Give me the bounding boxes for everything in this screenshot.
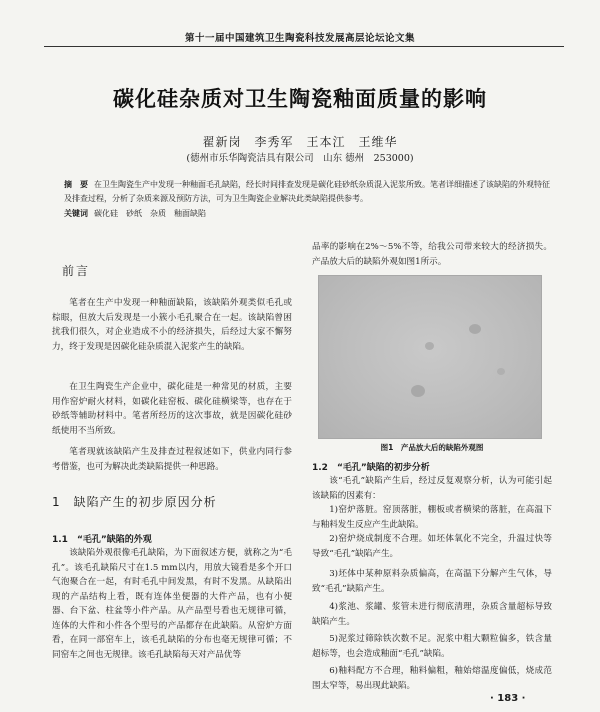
continued-paragraph: 品率的影响在2%～5%不等，给我公司带来较大的经济损失。产品放大后的缺陷外观如图1所示。: [312, 242, 552, 267]
cause-item-3: 3)坯体中某种原料杂质偏高，在高温下分解产生气体，导致“毛孔”缺陷产生。: [312, 569, 552, 594]
paper-title: 碳化硅杂质对卫生陶瓷釉面质量的影响: [113, 87, 487, 111]
section-1-heading: 1 缺陷产生的初步原因分析: [52, 495, 217, 509]
keywords: [64, 207, 552, 221]
preface-heading: 前言: [62, 264, 91, 278]
subsection-1-2-heading: 1.2 “毛孔”缺陷的初步分析: [312, 463, 430, 473]
abstract: [64, 178, 552, 206]
cause-item-4: 4)浆池、浆罐、浆管未进行彻底清理，杂质含量超标导致缺陷产生。: [312, 602, 552, 627]
defect-spot: [497, 368, 505, 375]
page-number: · 183 ·: [490, 693, 526, 704]
cause-item-5: 5)泥浆过筛除铁次数不足。泥浆中粗大颗粒偏多，铁含量超标等，也会造成釉面“毛孔”缺陷。: [312, 634, 552, 659]
affiliation: (德州市乐华陶瓷洁具有限公司 山东 德州 253000): [186, 153, 414, 164]
subsection-1-1-paragraph: 该缺陷外观很像毛孔缺陷，为下面叙述方便，就称之为“毛孔”。该毛孔缺陷尺寸在1.5 mm以内，用放大镜看是多个开口气泡聚合在一起，有时毛孔中间发黑，有时不发黑。从缺陷出现的产品结构上看，既有连体坐便器的大件产品，也有小便器、台下盆、柱盆等小件产品。从产品型号看也无规律可循，连体的大件和小件各个型号的产品都存在此缺陷。从窑炉方面看，在同一部窑车上，该毛孔缺陷的分布也毫无规律可循；不同窑车之间也无规律。该毛孔缺陷每天对产品优等: [52, 548, 292, 660]
preface-paragraph-2: 在卫生陶瓷生产企业中，碳化硅是一种常见的材质，主要用作窑炉耐火材料，如碳化硅窑板、碳化硅横梁等，也存在于砂纸等辅助材料中。笔者所经历的这次事故，就是因碳化硅砂纸使用不当所致。: [52, 382, 292, 436]
keywords-text: 碳化硅 砂纸 杂质 釉面缺陷: [94, 209, 206, 218]
defect-spot: [411, 385, 425, 397]
abstract-text: 在卫生陶瓷生产中发现一种釉面毛孔缺陷，经长时间排查发现是碳化硅砂纸杂质混入泥浆所致。笔者详细描述了该缺陷的外观特征及排查过程，分析了杂质来源及预防方法，可为卫生陶瓷企业解决此类缺陷提供参考。: [64, 180, 550, 203]
abstract-label: 摘 要: [64, 180, 88, 189]
preface-paragraph-1: 笔者在生产中发现一种釉面缺陷，该缺陷外观类似毛孔或棕眼，但放大后发现是一小簇小毛孔聚合在一起。该缺陷曾困扰我们很久，对企业造成不小的经济损失，后经过大家不懈努力，终于发现是因碳化硅杂质混入泥浆产生的缺陷。: [52, 298, 292, 352]
preface-paragraph-3: 笔者现就该缺陷产生及排查过程叙述如下，供业内同行参考借鉴，也可为解决此类缺陷提供一种思路。: [52, 447, 292, 472]
cause-item-6: 6)釉料配方不合理，釉料偏粗，釉始熔温度偏低，烧成范围太窄等，易出现此缺陷。: [312, 666, 552, 691]
running-header: 第十一届中国建筑卫生陶瓷科技发展高层论坛论文集: [184, 33, 415, 44]
authors: 翟新岗 李秀军 王本江 王维华: [202, 135, 398, 149]
subsection-1-1-heading: 1.1 “毛孔”缺陷的外观: [52, 535, 152, 545]
keywords-label: 关键词: [64, 209, 88, 218]
figure-caption: 图1 产品放大后的缺陷外观图: [380, 443, 484, 452]
cause-item-2: 2)窑炉烧成制度不合理。如坯体氧化不完全，升温过快等导致“毛孔”缺陷产生。: [312, 534, 552, 559]
defect-spot: [425, 342, 434, 350]
header-rule: [44, 46, 564, 47]
subsection-1-2-intro: 该“毛孔”缺陷产生后，经过反复观察分析，认为可能引起该缺陷的因素有：: [312, 476, 552, 501]
defect-photo: [318, 275, 542, 439]
cause-item-1: 1)窑炉落脏。窑顶落脏，棚板或者横梁的落脏，在高温下与釉料发生反应产生此缺陷。: [312, 505, 552, 530]
defect-spot: [469, 324, 481, 334]
